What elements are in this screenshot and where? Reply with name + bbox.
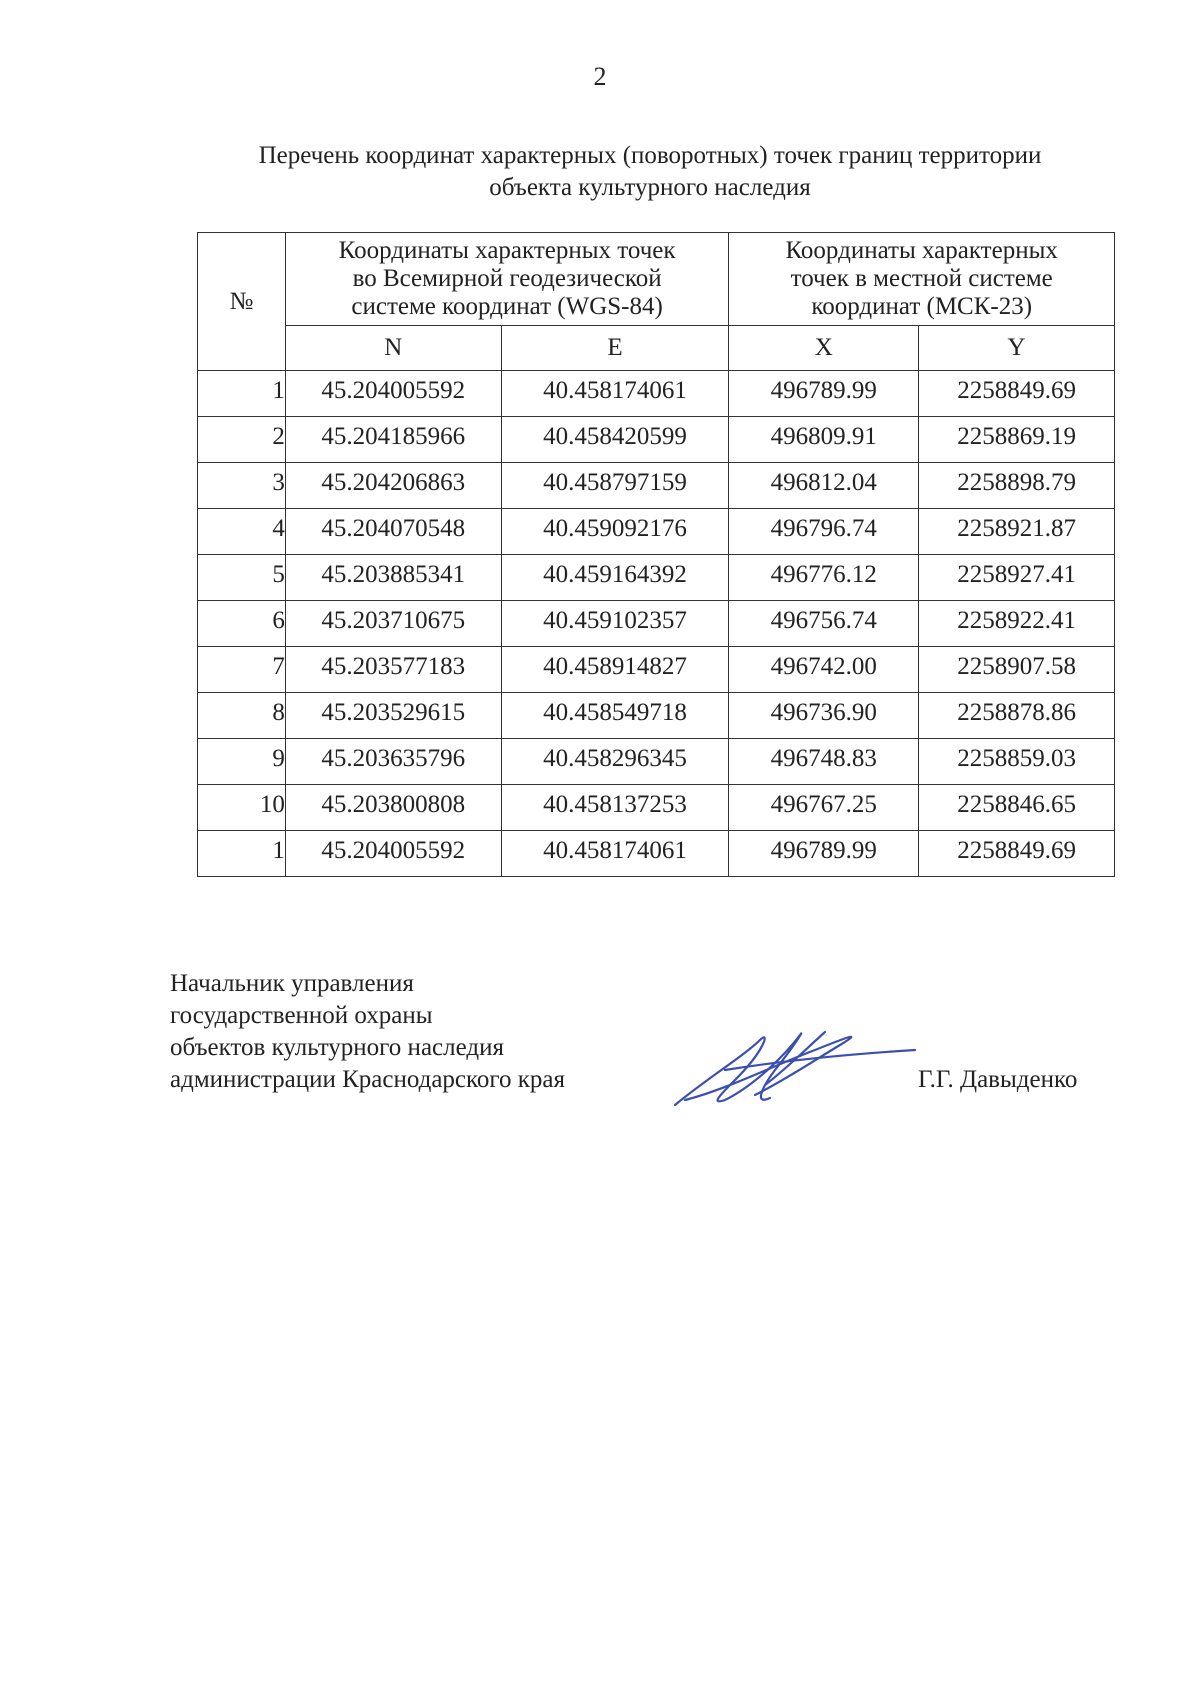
- msk-x-cell: 496742.00: [729, 647, 919, 693]
- point-number-cell: 10: [198, 785, 286, 831]
- latitude-n-cell: 45.203529615: [285, 693, 501, 739]
- table-row: [198, 739, 1115, 785]
- msk-x-cell: 496812.04: [729, 463, 919, 509]
- longitude-e-cell: 40.458137253: [501, 785, 729, 831]
- latitude-n-cell: 45.204206863: [285, 463, 501, 509]
- msk-x-cell: 496789.99: [729, 371, 919, 417]
- point-number-cell: 5: [198, 555, 286, 601]
- msk-y-cell: 2258898.79: [919, 463, 1115, 509]
- msk-x-cell: 496748.83: [729, 739, 919, 785]
- msk-x-cell: 496789.99: [729, 831, 919, 877]
- longitude-e-cell: 40.458174061: [501, 831, 729, 877]
- latitude-n-cell: 45.204005592: [285, 371, 501, 417]
- msk-y-cell: 2258907.58: [919, 647, 1115, 693]
- msk-header-line-1: Координаты характерных: [785, 237, 1058, 264]
- msk-y-cell: 2258869.19: [919, 417, 1115, 463]
- table-subheader-row: [198, 326, 1115, 371]
- table-row: [198, 509, 1115, 555]
- msk-y-cell: 2258849.69: [919, 831, 1115, 877]
- latitude-n-cell: 45.204070548: [285, 509, 501, 555]
- point-number-cell: 1: [198, 371, 286, 417]
- table-row: [198, 463, 1115, 509]
- latitude-n-cell: 45.203577183: [285, 647, 501, 693]
- latitude-n-cell: 45.203710675: [285, 601, 501, 647]
- position-line-1: Начальник управления: [170, 970, 414, 997]
- longitude-e-cell: 40.459102357: [501, 601, 729, 647]
- point-number-cell: 3: [198, 463, 286, 509]
- msk-y-cell: 2258846.65: [919, 785, 1115, 831]
- title-line-2: объекта культурного наследия: [489, 174, 811, 201]
- longitude-e-cell: 40.459164392: [501, 555, 729, 601]
- msk-y-cell: 2258921.87: [919, 509, 1115, 555]
- latitude-n-cell: 45.204185966: [285, 417, 501, 463]
- msk-header-line-2: точек в местной системе: [790, 265, 1053, 292]
- msk-x-cell: 496756.74: [729, 601, 919, 647]
- longitude-e-cell: 40.458549718: [501, 693, 729, 739]
- latitude-n-cell: 45.204005592: [285, 831, 501, 877]
- msk-y-cell: 2258849.69: [919, 371, 1115, 417]
- longitude-e-cell: 40.458797159: [501, 463, 729, 509]
- column-group-wgs84: [285, 233, 729, 326]
- table-row: [198, 555, 1115, 601]
- msk-y-cell: 2258922.41: [919, 601, 1115, 647]
- signatory-position: [170, 968, 565, 1096]
- column-header-n: N: [285, 326, 501, 371]
- longitude-e-cell: 40.458296345: [501, 739, 729, 785]
- position-line-4: администрации Краснодарского края: [170, 1066, 566, 1093]
- msk-x-cell: 496796.74: [729, 509, 919, 555]
- msk-x-cell: 496809.91: [729, 417, 919, 463]
- latitude-n-cell: 45.203885341: [285, 555, 501, 601]
- point-number-cell: 9: [198, 739, 286, 785]
- point-number-cell: 2: [198, 417, 286, 463]
- point-number-cell: 6: [198, 601, 286, 647]
- table-row: [198, 371, 1115, 417]
- msk-y-cell: 2258859.03: [919, 739, 1115, 785]
- table-body: [198, 371, 1115, 877]
- wgs-header-line-3: системе координат (WGS-84): [351, 293, 663, 320]
- msk-x-cell: 496736.90: [729, 693, 919, 739]
- point-number-cell: 8: [198, 693, 286, 739]
- column-header-x: X: [729, 326, 919, 371]
- wgs-header-line-1: Координаты характерных точек: [338, 237, 676, 264]
- point-number-cell: 7: [198, 647, 286, 693]
- latitude-n-cell: 45.203800808: [285, 785, 501, 831]
- handwritten-signature: [665, 1010, 925, 1120]
- table-row: [198, 831, 1115, 877]
- longitude-e-cell: 40.458174061: [501, 371, 729, 417]
- column-header-e: E: [501, 326, 729, 371]
- latitude-n-cell: 45.203635796: [285, 739, 501, 785]
- position-line-2: государственной охраны: [170, 1002, 433, 1029]
- table-row: [198, 647, 1115, 693]
- table-row: [198, 785, 1115, 831]
- wgs-header-line-2: во Всемирной геодезической: [352, 265, 662, 292]
- msk-y-cell: 2258878.86: [919, 693, 1115, 739]
- msk-header-line-3: координат (МСК-23): [811, 293, 1033, 320]
- column-group-msk23: [729, 233, 1115, 326]
- column-header-number: №: [198, 233, 286, 371]
- table-row: [198, 601, 1115, 647]
- coordinates-table: [197, 232, 1115, 877]
- title-line-1: Перечень координат характерных (поворотных) точек границ территории: [258, 142, 1042, 169]
- longitude-e-cell: 40.458914827: [501, 647, 729, 693]
- table-header-row: [198, 233, 1115, 326]
- document-title: [190, 140, 1110, 204]
- table-row: [198, 693, 1115, 739]
- msk-x-cell: 496767.25: [729, 785, 919, 831]
- longitude-e-cell: 40.459092176: [501, 509, 729, 555]
- signature-strokes: [675, 1032, 915, 1105]
- position-line-3: объектов культурного наследия: [170, 1034, 504, 1061]
- msk-x-cell: 496776.12: [729, 555, 919, 601]
- signatory-name: Г.Г. Давыденко: [918, 1066, 1078, 1093]
- point-number-cell: 1: [198, 831, 286, 877]
- page-number: 2: [593, 62, 607, 91]
- point-number-cell: 4: [198, 509, 286, 555]
- table-row: [198, 417, 1115, 463]
- column-header-y: Y: [919, 326, 1115, 371]
- msk-y-cell: 2258927.41: [919, 555, 1115, 601]
- longitude-e-cell: 40.458420599: [501, 417, 729, 463]
